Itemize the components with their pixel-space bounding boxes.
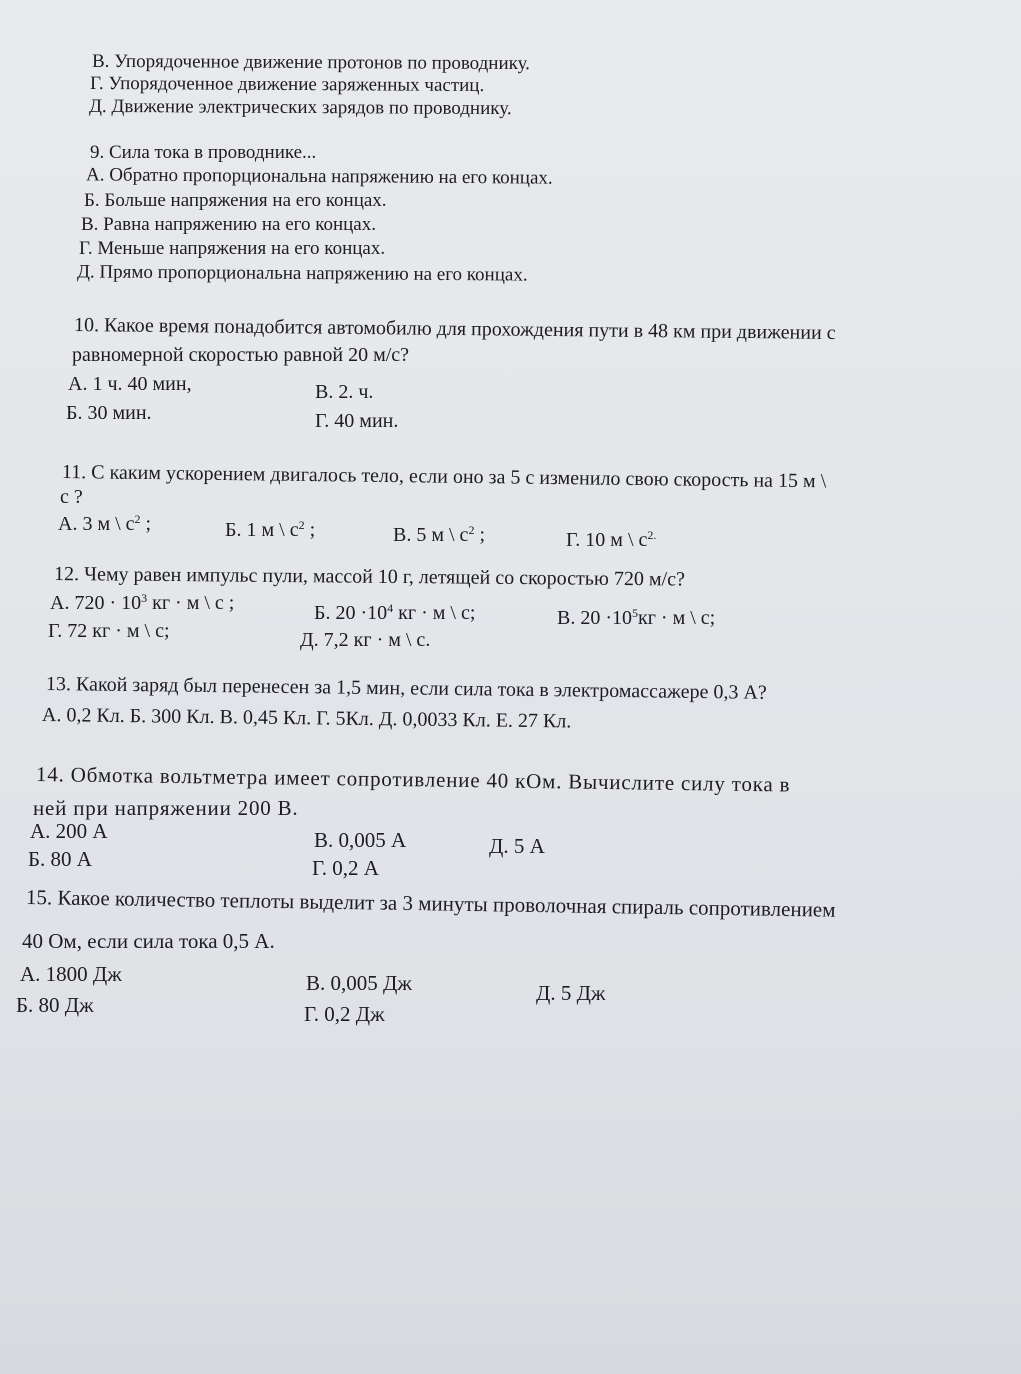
q14-option-d: Д. 5 А	[489, 834, 545, 858]
q14-option-g: Г. 0,2 А	[312, 856, 379, 880]
q8-option-g: Г. Упорядоченное движение заряженных частиц.	[89, 72, 485, 97]
q15-option-d: Д. 5 Дж	[536, 981, 606, 1005]
q12-text: 12. Чему равен импульс пули, массой 10 г, летящей со скоростью 720 м/с?	[53, 563, 685, 591]
q12-option-g: Г. 72 кг · м \ с;	[48, 620, 170, 642]
q15-text-line1: 15. Какое количество теплоты выделит за 3 минуты проволочная спираль сопротивлением	[25, 885, 836, 922]
q11-option-b: Б. 1 м \ $с^2$ ;	[225, 518, 316, 541]
q10-option-b: Б. 30 мин.	[66, 402, 152, 424]
q9-option-b: Б. Больше напряжения на его концах.	[84, 190, 387, 211]
q14-text-line1: 14. Обмотка вольтметра имеет сопротивление 40 кОм. Вычислите силу тока в	[35, 762, 791, 797]
q13-answers: А. 0,2 Кл. Б. 300 Кл. В. 0,45 Кл. Г. 5Кл. Д. 0,0033 Кл. Е. 27 Кл.	[41, 704, 572, 733]
q11-option-a: А. 3 м \ $с^2$ ;	[58, 512, 152, 535]
q15-option-v: В. 0,005 Дж	[306, 971, 412, 995]
q9-option-a: А. Обратно пропорциональна напряжению на его концах.	[85, 164, 553, 189]
q11-text-line1: 11. С каким ускорением двигалось тело, если оно за 5 с изменило свою скорость на 15 м \	[61, 461, 827, 493]
q14-text-line2: ней при напряжении 200 В.	[33, 796, 299, 820]
q15-text-line2: 40 Ом, если сила тока 0,5 А.	[22, 929, 275, 953]
q10-option-v: В. 2. ч.	[315, 381, 374, 403]
q9-option-g: Г. Меньше напряжения на его концах.	[79, 238, 386, 259]
q9-text: 9. Сила тока в проводнике...	[90, 142, 317, 163]
q10-option-g: Г. 40 мин.	[315, 410, 399, 432]
q10-text-line2: равномерной скоростью равной 20 м/с?	[72, 344, 410, 366]
q10-text-line1: 10. Какое время понадобится автомобилю для прохождения пути в 48 км при движении с	[73, 314, 836, 344]
q8-option-d: Д. Движение электрических зарядов по проводнику.	[88, 95, 512, 120]
q11-option-v: В. 5 м \ $с^2$ ;	[393, 523, 485, 546]
q12-option-v: В. $20 \cdot 10^5кг \cdot м$ \ с;	[557, 606, 716, 629]
q12-option-a: А. $720 \cdot 10^3$ кг · м \ с ;	[50, 591, 235, 614]
q8-option-v: В. Упорядоченное движение протонов по проводнику.	[91, 50, 531, 75]
q12-option-b: Б. $20 \cdot 10^4$ кг · м \ с;	[314, 601, 476, 624]
q15-option-b: Б. 80 Дж	[16, 993, 94, 1017]
q10-option-a: А. 1 ч. 40 мин,	[68, 373, 192, 395]
q14-option-v: В. 0,005 А	[314, 828, 407, 852]
q9-option-v: В. Равна напряжению на его концах.	[81, 214, 376, 235]
q12-option-d: Д. 7,2 кг · м \ с.	[300, 629, 431, 651]
q11-text-line2: с ?	[60, 486, 83, 508]
q11-option-g: Г. 10 м \ $с^{2.}$	[566, 528, 657, 551]
q9-option-d: Д. Прямо пропорциональна напряжению на его концах.	[76, 261, 528, 286]
q15-option-a: А. 1800 Дж	[20, 962, 122, 986]
q15-option-g: Г. 0,2 Дж	[304, 1002, 385, 1026]
q14-option-a: А. 200 А	[30, 819, 108, 843]
q14-option-b: Б. 80 А	[28, 847, 92, 871]
q13-text: 13. Какой заряд был перенесен за 1,5 мин, если сила тока в электромассажере 0,3 А?	[45, 673, 767, 704]
